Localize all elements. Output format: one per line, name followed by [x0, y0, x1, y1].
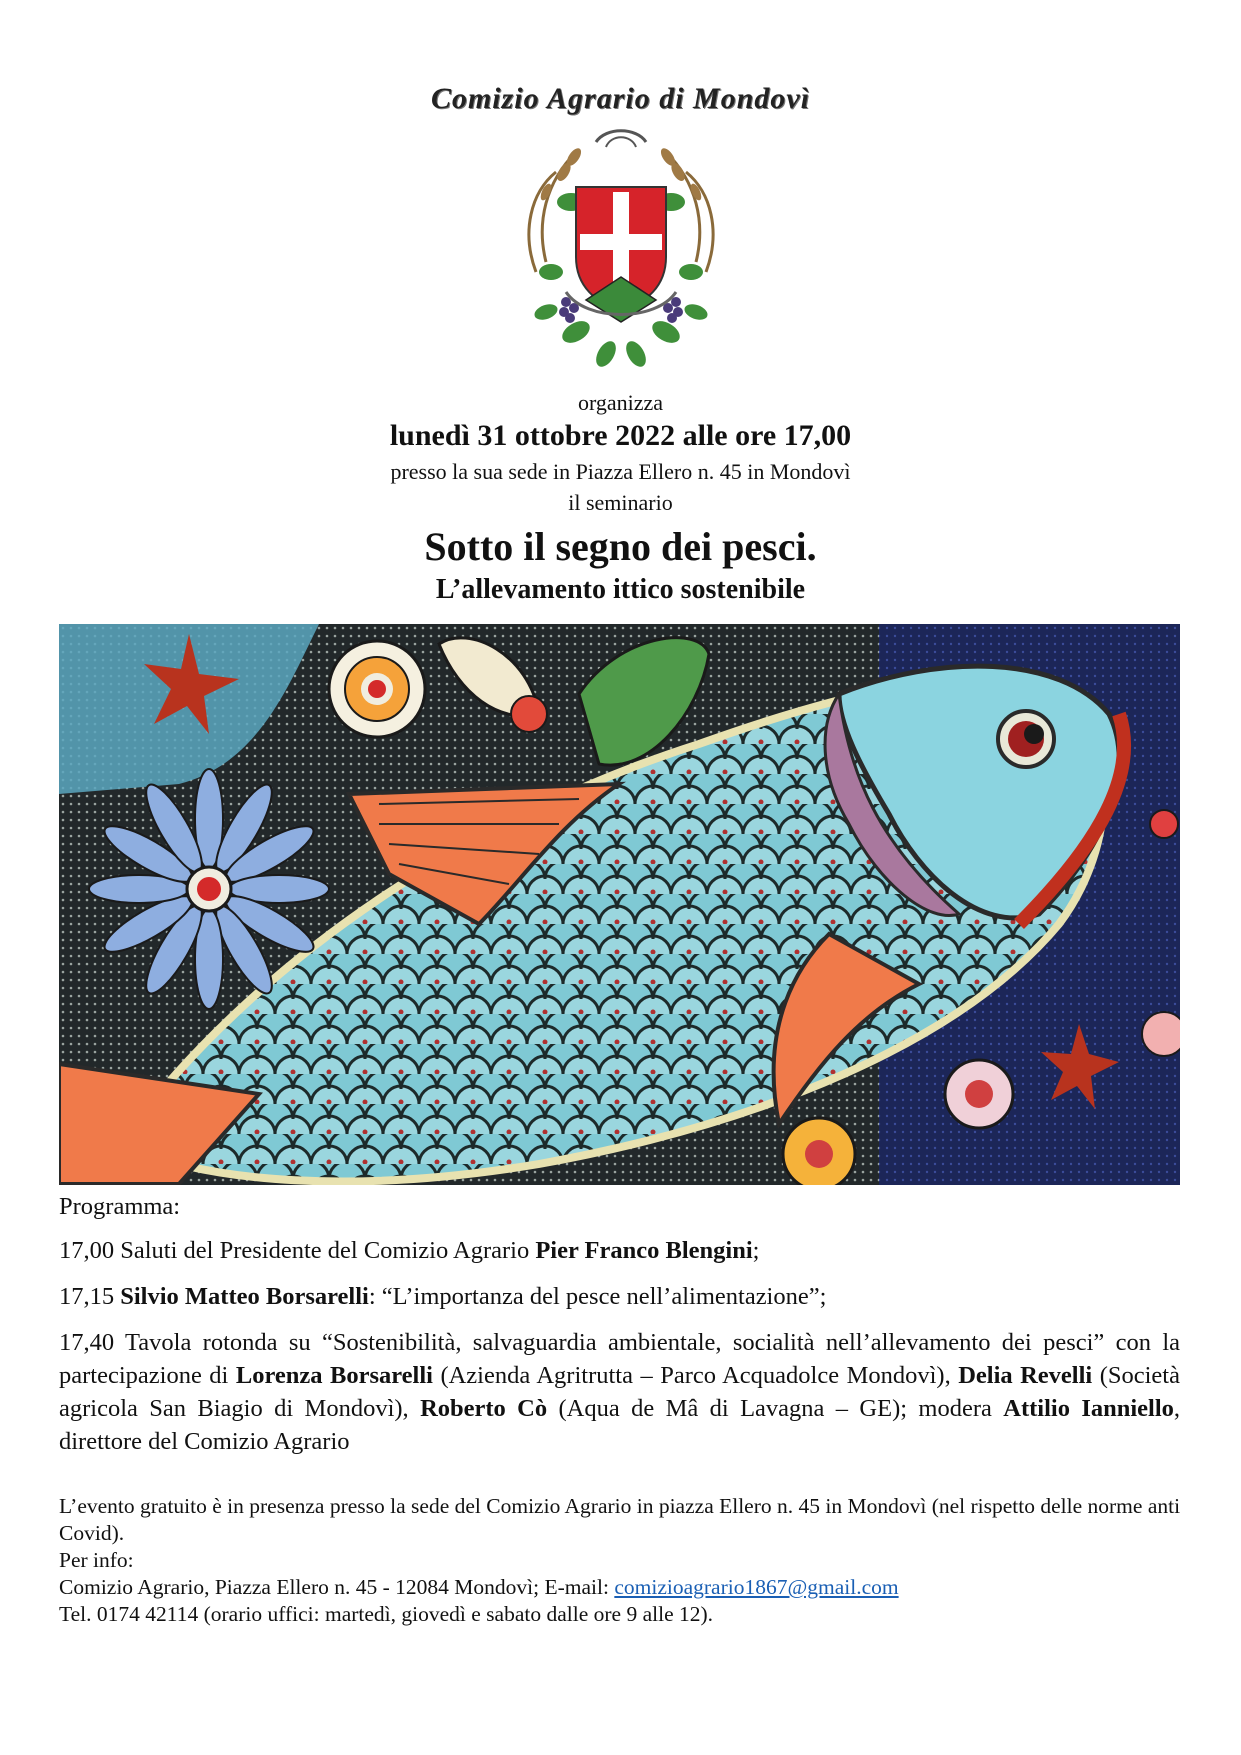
event-venue: presso la sua sede in Piazza Ellero n. 45 in Mondovì — [390, 459, 851, 484]
program-item-time: 17,15 — [59, 1283, 115, 1310]
moderator-name: Attilio Ianniello — [1003, 1395, 1174, 1422]
contact-line — [59, 1574, 1189, 1601]
program-item-1 — [59, 1234, 1180, 1267]
crest-emblem-icon — [506, 122, 736, 372]
panelist-name: Roberto Cò — [420, 1395, 548, 1422]
program-item-time: 17,40 — [59, 1329, 115, 1356]
panelist-name: Lorenza Borsarelli — [235, 1362, 433, 1389]
info-label: Per info: — [59, 1548, 134, 1572]
program-item-3 — [59, 1326, 1180, 1458]
speaker-name: Pier Franco Blengini — [535, 1237, 753, 1264]
organization-logo — [0, 82, 1241, 372]
program-item-text: Tavola rotonda su “Sostenibilità, salvaguardia ambientale, socialità nell’allevamento dei pesci” con la partecipazione di — [59, 1329, 1181, 1389]
footer-info — [59, 1493, 1189, 1628]
hero-fish-image — [59, 624, 1180, 1185]
program-item-text: (Aqua de Mâ di Lavagna – GE); modera — [558, 1395, 992, 1422]
seminar-subtitle: L’allevamento ittico sostenibile — [435, 574, 806, 605]
phone-line: Tel. 0174 42114 (orario uffici: martedì, giovedì e sabato dalle ore 9 alle 12). — [59, 1602, 714, 1626]
program-item-text: , direttore del Comizio Agrario — [59, 1395, 1181, 1455]
intro-text: organizza — [577, 390, 664, 415]
contact-address: Comizio Agrario, Piazza Ellero n. 45 - 12084 Mondovì; E-mail: — [59, 1575, 609, 1599]
seminar-title: Sotto il segno dei pesci. — [424, 524, 817, 569]
program-item-time: 17,00 — [59, 1237, 115, 1264]
fish-illustration-icon — [59, 624, 1180, 1185]
event-date-time: lunedì 31 ottobre 2022 alle ore 17,00 — [389, 419, 852, 452]
program-item-text: : “L’importanza del pesce nell’alimentazione”; — [368, 1283, 827, 1310]
speaker-name: Silvio Matteo Borsarelli — [120, 1283, 369, 1310]
event-kind: il seminario — [568, 490, 673, 515]
event-note: L’evento gratuito è in presenza presso la sede del Comizio Agrario in piazza Ellero n. 45 in Mondovì (nel rispetto delle norme anti Covid). — [59, 1494, 1181, 1545]
program-item-text: (Società agricola San Biagio di Mondovì), — [59, 1362, 1180, 1422]
program-label: Programma: — [59, 1193, 181, 1220]
program-item-text: (Azienda Agritrutta – Parco Acquadolce Mondovì), — [440, 1362, 951, 1389]
panelist-name: Delia Revelli — [958, 1362, 1093, 1389]
email-link[interactable]: comizioagrario1867@gmail.com — [614, 1575, 899, 1599]
program-item-2 — [59, 1280, 1180, 1313]
program-item-text: Saluti del Presidente del Comizio Agrario — [120, 1237, 530, 1264]
logo-text: Comizio Agrario di Mondovì — [430, 82, 811, 115]
program-item-end: ; — [752, 1237, 760, 1264]
